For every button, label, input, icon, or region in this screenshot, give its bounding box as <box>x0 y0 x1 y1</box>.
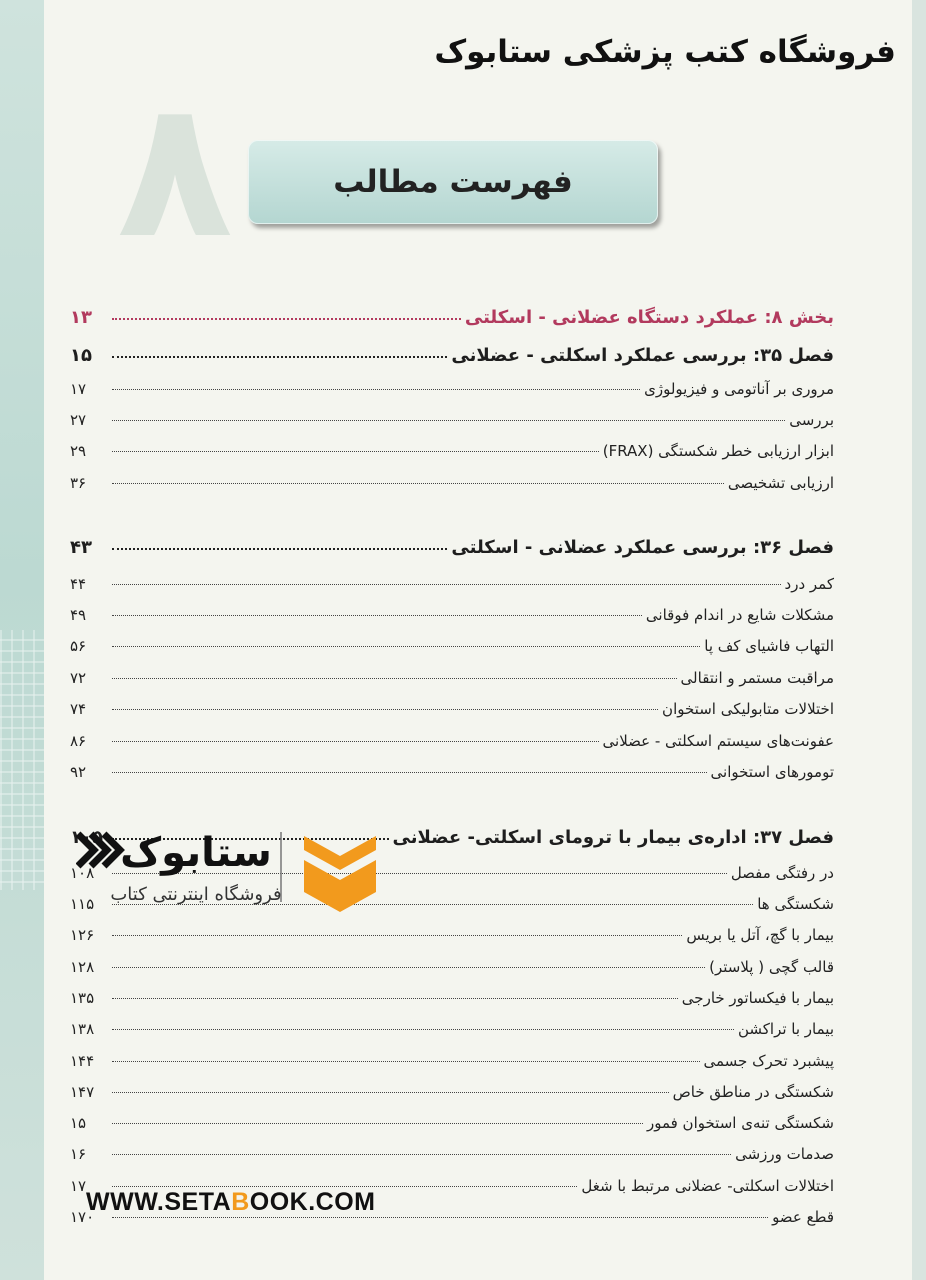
section-number-watermark: ۸ <box>117 59 233 280</box>
toc-leader-dots <box>112 420 785 421</box>
toc-leader-dots <box>112 1123 643 1124</box>
toc-entry <box>70 462 834 492</box>
toc-leader-dots <box>112 772 707 773</box>
toc-page-number: ۴۴ <box>70 575 87 593</box>
toc-page-number: ۱۴۷ <box>70 1083 95 1101</box>
toc-leader-dots <box>112 318 461 320</box>
toc-page-number: ۱۳ <box>70 307 92 328</box>
toc-page-number: ۵۶ <box>70 637 87 655</box>
store-name-header: فروشگاه کتب پزشکی ستابوک <box>434 34 896 70</box>
left-grid-pattern <box>0 630 44 890</box>
toc-leader-dots <box>112 1154 731 1155</box>
toc-entry <box>70 946 834 976</box>
toc-page-number: ۸۶ <box>70 732 87 750</box>
toc-entry-title: اختلالات متابولیکی استخوان <box>662 700 834 718</box>
toc-title: فهرست مطالب <box>333 164 573 200</box>
toc-entry-title: تومورهای استخوانی <box>710 763 834 781</box>
toc-entry <box>70 688 834 718</box>
toc-page-number: ۱۰۵ <box>70 827 103 848</box>
toc-entry-title: بیمار با فیکساتور خارجی <box>681 989 834 1007</box>
toc-entry-title: صدمات ورزشی <box>735 1145 834 1163</box>
toc-entry <box>70 751 834 781</box>
toc-page-number: ۲۹ <box>70 442 87 460</box>
toc-entry <box>70 1040 834 1070</box>
toc-leader-dots <box>112 741 599 742</box>
toc-page-number: ۷۴ <box>70 700 87 718</box>
toc-entry-title: مراقبت مستمر و انتقالی <box>680 669 834 687</box>
toc-entry-title: شکستگی در مناطق خاص <box>672 1083 834 1101</box>
toc-page-number: ۱۱۵ <box>70 895 95 913</box>
toc-entry <box>70 1071 834 1101</box>
toc-page-number: ۴۳ <box>70 537 92 558</box>
toc-leader-dots <box>112 646 700 647</box>
toc-entry-title: فصل ۳۵: بررسی عملکرد اسکلتی - عضلانی <box>451 345 834 366</box>
toc-leader-dots <box>112 615 642 616</box>
toc-page-number: ۱۶ <box>70 1145 87 1163</box>
toc-title-box <box>248 140 658 224</box>
toc-entry <box>70 657 834 687</box>
toc-page-number: ۱۵ <box>70 345 92 366</box>
setabook-logo <box>76 822 396 942</box>
toc-entry-title: در رفتگی مفصل <box>730 864 834 882</box>
toc-entry <box>70 430 834 460</box>
toc-leader-dots <box>112 709 658 710</box>
logo-brand-text: ستابوک <box>120 830 272 876</box>
toc-leader-dots <box>112 1186 577 1187</box>
toc-entry <box>70 368 834 398</box>
toc-entry <box>70 977 834 1007</box>
toc-page-number: ۱۲۶ <box>70 926 95 944</box>
toc-leader-dots <box>112 451 599 452</box>
right-decorative-strip <box>912 0 926 1280</box>
toc-entry <box>70 563 834 593</box>
toc-entry-title: قطع عضو <box>772 1208 834 1226</box>
toc-leader-dots <box>112 389 640 390</box>
toc-page-number: ۱۰۸ <box>70 864 95 882</box>
toc-leader-dots <box>112 1061 700 1062</box>
toc-leader-dots <box>112 584 781 585</box>
toc-entry <box>70 1102 834 1132</box>
toc-entry-title: مشکلات شایع در اندام فوقانی <box>645 606 834 624</box>
toc-page-number: ۳۶ <box>70 474 87 492</box>
toc-entry <box>70 399 834 429</box>
toc-entry-title: فصل ۳۷: اداره‌ی بیمار با ترومای اسکلتی- عضلانی <box>392 827 834 848</box>
toc-entry-title: قالب گچی ( پلاستر) <box>709 958 834 976</box>
toc-entry <box>70 625 834 655</box>
toc-chapter <box>70 528 834 558</box>
toc-page-number: ۱۵ <box>70 1114 87 1132</box>
toc-leader-dots <box>112 1029 734 1030</box>
toc-leader-dots <box>112 678 677 679</box>
toc-leader-dots <box>112 1092 669 1093</box>
toc-page-number: ۴۹ <box>70 606 87 624</box>
url-part-1: WWW.SETA <box>86 1188 232 1216</box>
toc-page-number: ۱۳۸ <box>70 1020 95 1038</box>
toc-leader-dots <box>112 548 447 550</box>
toc-entry-title: ابزار ارزیابی خطر شکستگی (FRAX) <box>602 442 834 460</box>
toc-page-number: ۱۲۸ <box>70 958 95 976</box>
toc-entry-title: التهاب فاشیای کف پا <box>704 637 834 655</box>
toc-leader-dots <box>112 483 724 484</box>
toc-leader-dots <box>112 1217 768 1218</box>
website-url-watermark <box>86 1188 375 1217</box>
toc-entry-title: مروری بر آناتومی و فیزیولوژی <box>644 380 834 398</box>
toc-entry-title: بیمار با تراکشن <box>737 1020 834 1038</box>
toc-entry-title: بخش ۸: عملکرد دستگاه عضلانی - اسکلتی <box>464 307 834 328</box>
toc-page-number: ۱۷ <box>70 1177 87 1195</box>
toc-entry-title: عفونت‌های سیستم اسکلتی - عضلانی <box>602 732 834 750</box>
toc-leader-dots <box>112 356 447 358</box>
toc-entry <box>70 594 834 624</box>
toc-page-number: ۷۲ <box>70 669 87 687</box>
toc-page-number: ۱۷ <box>70 380 87 398</box>
toc-entry <box>70 1008 834 1038</box>
toc-entry-title: بیمار با گچ، آتل یا بریس <box>686 926 834 944</box>
toc-section <box>70 298 834 328</box>
toc-page-number: ۱۴۴ <box>70 1052 95 1070</box>
toc-entry <box>70 1133 834 1163</box>
toc-entry-title: پیشبرد تحرک جسمی <box>703 1052 834 1070</box>
toc-page-number: ۱۳۵ <box>70 989 95 1007</box>
toc-entry-title: کمر درد <box>784 575 834 593</box>
toc-page-number: ۱۷۰ <box>70 1208 95 1226</box>
toc-leader-dots <box>112 967 705 968</box>
toc-entry-title: شکستگی تنه‌ی استخوان فمور <box>646 1114 834 1132</box>
toc-entry <box>70 720 834 750</box>
toc-entry-title: بررسی <box>789 411 834 429</box>
toc-page-number: ۹۲ <box>70 763 87 781</box>
toc-entry-title: اختلالات اسکلتی- عضلانی مرتبط با شغل <box>581 1177 834 1195</box>
toc-entry-title: فصل ۳۶: بررسی عملکرد عضلانی - اسکلتی <box>451 537 834 558</box>
url-part-2: OOK.COM <box>249 1188 376 1216</box>
toc-page-number: ۲۷ <box>70 411 87 429</box>
url-part-accent: B <box>231 1188 250 1216</box>
toc-entry-title: شکستگی ها <box>757 895 834 913</box>
toc-chapter <box>70 336 834 366</box>
toc-entry-title: ارزیابی تشخیصی <box>727 474 834 492</box>
toc-leader-dots <box>112 998 678 999</box>
logo-tagline: فروشگاه اینترنتی کتاب <box>110 884 282 905</box>
